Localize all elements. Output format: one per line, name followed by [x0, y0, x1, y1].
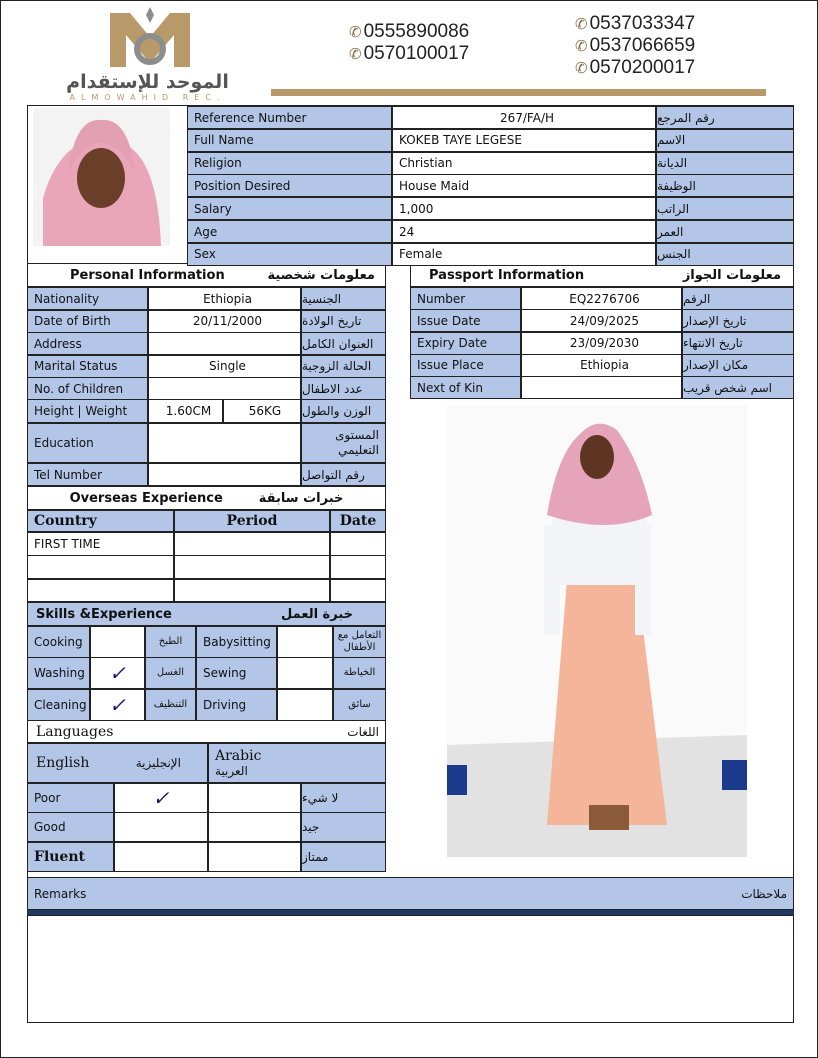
english-label: English [36, 755, 90, 771]
arabic-level-check [208, 842, 301, 872]
skill-label: Washing [27, 657, 90, 689]
top-info-label: Salary [187, 197, 392, 220]
profile-photo [33, 108, 170, 246]
header-accent-bar [271, 89, 766, 96]
top-info-value: KOKEB TAYE LEGESE [392, 129, 656, 152]
personal-info-label: Marital Status [27, 355, 148, 378]
logo-emblem-icon [100, 5, 200, 73]
personal-info-value: Ethiopia [148, 287, 301, 310]
phone-number: 0537033347 [589, 13, 696, 34]
phone-icon: ✆ [575, 38, 588, 55]
skill-label-ar: الغسل [145, 657, 196, 689]
passport-info-label: Issue Place [410, 354, 521, 377]
passport-info-title: Passport Information [429, 267, 585, 283]
education-label-ar: المستوى التعليمي [301, 423, 386, 463]
overseas-header [27, 486, 386, 510]
overseas-title: Overseas Experience [69, 490, 223, 506]
phone-number: 0570200017 [589, 57, 696, 78]
top-info-value: House Maid [392, 174, 656, 197]
skill-check-mark: ✓ [90, 657, 145, 689]
personal-info-label: Nationality [27, 287, 148, 310]
tel-label: Tel Number [27, 463, 148, 486]
passport-info-value: 23/09/2030 [521, 332, 682, 355]
skill-check-mark [277, 657, 333, 689]
top-info-label: Full Name [187, 129, 392, 152]
personal-info-title: Personal Information [70, 267, 225, 283]
phone-line [575, 57, 735, 79]
language-level-label: Poor [27, 783, 114, 813]
passport-info-label: Next of Kin [410, 376, 521, 399]
languages-title-ar: اللغات [347, 724, 379, 739]
top-info-label-ar: الوظيفة [656, 174, 794, 197]
weight-value: 56KG [223, 399, 301, 423]
remarks-field[interactable] [27, 915, 794, 1023]
passport-info-label: Number [410, 287, 521, 310]
personal-info-label-ar: الجنسية [301, 287, 386, 310]
passport-info-label: Expiry Date [410, 332, 521, 355]
skill-check-mark [90, 626, 145, 658]
overseas-cell: FIRST TIME [27, 532, 174, 556]
arabic-header [208, 743, 386, 783]
logo-latin-text: ALMOWAHID REC. [69, 93, 226, 102]
top-info-label: Age [187, 220, 392, 243]
language-level-label-ar: ممتاز [301, 842, 386, 872]
overseas-cell [330, 555, 386, 579]
personal-info-label-ar: عدد الاطفال [301, 377, 386, 400]
logo-arabic-text: الموحد للإستقدام [66, 71, 229, 93]
top-info-label: Reference Number [187, 106, 392, 129]
top-info-label-ar: العمر [656, 220, 794, 243]
phone-icon: ✆ [349, 24, 362, 41]
personal-info-label-ar: الحالة الزوجية [301, 355, 386, 378]
skill-label-ar: الخياطة [333, 657, 386, 689]
personal-info-value [148, 377, 301, 400]
phone-line [575, 13, 735, 35]
remarks-bar [27, 877, 794, 910]
phone-number: 0555890086 [363, 21, 470, 42]
overseas-column-header: Country [27, 510, 174, 532]
height-value: 1.60CM [148, 399, 223, 423]
skill-label-ar: التنظيف [145, 689, 196, 721]
top-info-value: Female [392, 243, 656, 266]
top-info-value: 24 [392, 220, 656, 243]
personal-info-header [27, 263, 386, 287]
passport-info-label-ar: مكان الإصدار [682, 354, 794, 377]
passport-info-label-ar: تاريخ الإصدار [682, 309, 794, 332]
skill-check-mark [277, 626, 333, 658]
top-info-label: Sex [187, 243, 392, 266]
arabic-level-check [208, 812, 301, 842]
languages-title: Languages [36, 723, 114, 740]
education-label: Education [27, 423, 148, 463]
passport-info-value: EQ2276706 [521, 287, 682, 310]
top-info-label-ar: الاسم [656, 129, 794, 152]
education-value [148, 423, 301, 463]
phone-line [349, 43, 509, 65]
personal-info-label-ar: تاريخ الولادة [301, 310, 386, 333]
phone-number: 0570100017 [363, 43, 470, 64]
passport-info-label-ar: الرقم [682, 287, 794, 310]
top-info-value: Christian [392, 152, 656, 175]
full-body-photo [447, 405, 747, 857]
height-weight-label: Height | Weight [27, 399, 148, 423]
skill-label-ar: سائق [333, 689, 386, 721]
skill-label: Driving [196, 689, 277, 721]
top-info-label-ar: الجنس [656, 243, 794, 266]
skill-label: Cooking [27, 626, 90, 658]
logo [45, 5, 250, 103]
language-level-label-ar: لا شيء [301, 783, 386, 813]
arabic-level-check [208, 783, 301, 813]
phone-icon: ✆ [575, 60, 588, 77]
height-weight-label-ar: الوزن والطول [301, 399, 386, 423]
personal-info-label: Date of Birth [27, 310, 148, 333]
english-level-check: ✓ [114, 783, 208, 813]
overseas-cell [174, 532, 330, 556]
phone-number: 0537066659 [589, 35, 696, 56]
top-info-label-ar: رقم المرجع [656, 106, 794, 129]
top-info-label: Position Desired [187, 174, 392, 197]
overseas-cell [174, 555, 330, 579]
passport-info-value: Ethiopia [521, 354, 682, 377]
passport-info-label-ar: اسم شخص قريب [682, 376, 794, 399]
skill-label: Babysitting [196, 626, 277, 658]
passport-info-value [521, 376, 682, 399]
arabic-label-ar: العربية [215, 764, 248, 778]
skills-title: Skills &Experience [36, 606, 172, 622]
english-level-check [114, 812, 208, 842]
skills-header [27, 602, 386, 626]
top-info-label-ar: الراتب [656, 197, 794, 220]
phone-icon: ✆ [349, 46, 362, 63]
phones-left [349, 21, 509, 65]
top-info-value: 1,000 [392, 197, 656, 220]
skill-label-ar: الطبخ [145, 626, 196, 658]
top-info-value: 267/FA/H [392, 106, 656, 129]
english-level-check [114, 842, 208, 872]
language-level-label: Fluent [27, 842, 114, 872]
arabic-label: Arabic [215, 748, 262, 764]
overseas-cell [330, 579, 386, 603]
personal-info-label: Address [27, 332, 148, 355]
personal-info-title-ar: معلومات شخصية [267, 267, 375, 283]
overseas-cell [174, 579, 330, 603]
skill-label: Sewing [196, 657, 277, 689]
passport-info-label: Issue Date [410, 309, 521, 332]
tel-label-ar: رقم التواصل [301, 463, 386, 486]
skill-check-mark: ✓ [90, 689, 145, 721]
top-info-label: Religion [187, 152, 392, 175]
overseas-title-ar: خبرات سابقة [258, 490, 344, 506]
overseas-cell [27, 555, 174, 579]
tel-value [148, 463, 301, 486]
overseas-cell [330, 532, 386, 556]
phones-right [575, 13, 735, 79]
top-info-label-ar: الديانة [656, 152, 794, 175]
personal-info-label: No. of Children [27, 377, 148, 400]
phone-line [575, 35, 735, 57]
languages-header [27, 720, 386, 743]
english-header [27, 743, 208, 783]
overseas-cell [27, 579, 174, 603]
overseas-column-header: Date [330, 510, 386, 532]
remarks-label-ar: ملاحظات [741, 886, 787, 901]
skill-label-ar: التعامل مع الأطفال [333, 626, 386, 658]
phone-line [349, 21, 509, 43]
remarks-label: Remarks [34, 886, 87, 901]
language-level-label: Good [27, 812, 114, 842]
language-level-label-ar: جيد [301, 812, 386, 842]
passport-info-label-ar: تاريخ الانتهاء [682, 332, 794, 355]
phone-icon: ✆ [575, 16, 588, 33]
personal-info-value: 20/11/2000 [148, 310, 301, 333]
personal-info-label-ar: العنوان الكامل [301, 332, 386, 355]
skill-label: Cleaning [27, 689, 90, 721]
skill-check-mark [277, 689, 333, 721]
english-label-ar: الإنجليزية [135, 756, 181, 770]
personal-info-value: Single [148, 355, 301, 378]
skills-title-ar: خبرة العمل [281, 606, 353, 622]
passport-info-value: 24/09/2025 [521, 309, 682, 332]
passport-info-header [410, 263, 794, 287]
personal-info-value [148, 332, 301, 355]
passport-info-title-ar: معلومات الجواز [682, 267, 781, 283]
overseas-column-header: Period [174, 510, 330, 532]
